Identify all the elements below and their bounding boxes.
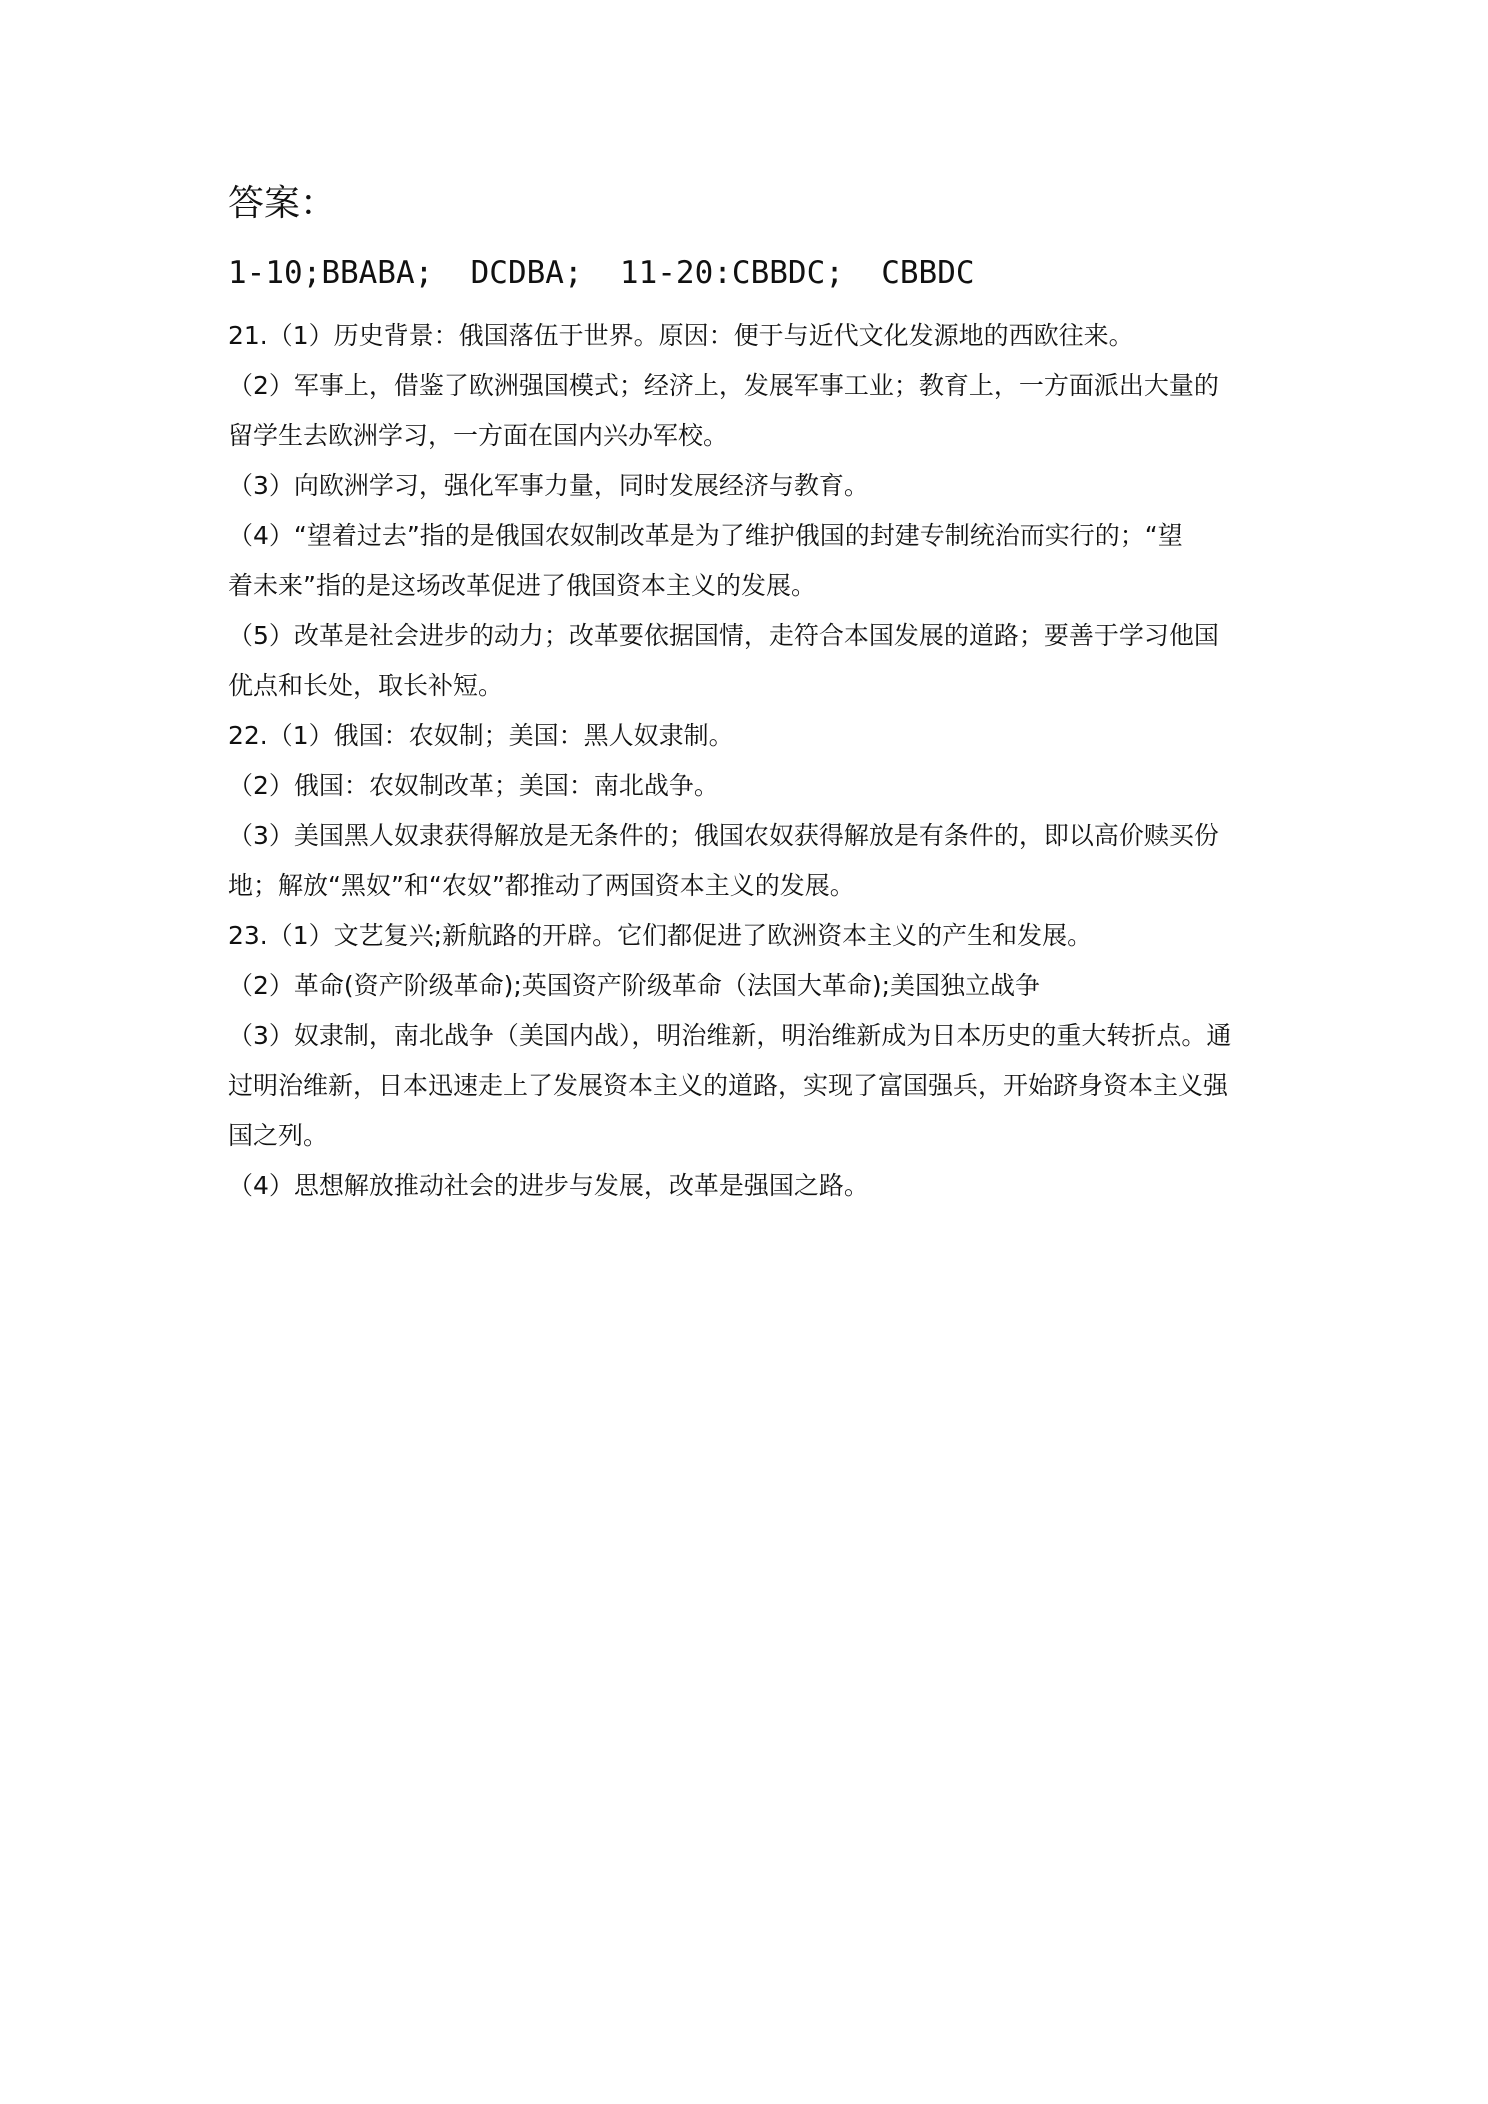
- answer-23-3-part3: 国之列。: [228, 1121, 329, 1150]
- answer-23-1: 23.（1）文艺复兴;新航路的开辟。它们都促进了欧洲资本主义的产生和发展。: [228, 921, 1093, 950]
- answer-21-5-part2: 优点和长处，取长补短。: [228, 671, 504, 700]
- answer-22-3-part2: 地；解放“黑奴”和“农奴”都推动了两国资本主义的发展。: [228, 871, 855, 900]
- answer-23-3-part1: （3）奴隶制，南北战争（美国内战），明治维新，明治维新成为日本历史的重大转折点。通: [228, 1021, 1232, 1050]
- answer-21-3: （3）向欧洲学习，强化军事力量，同时发展经济与教育。: [228, 471, 869, 500]
- answer-21-5-part1: （5）改革是社会进步的动力；改革要依据国情，走符合本国发展的道路；要善于学习他国: [228, 621, 1219, 650]
- answer-21-4-part2: 着未来”指的是这场改革促进了俄国资本主义的发展。: [228, 571, 816, 600]
- multiple-choice-answers: 1-10;BBABA; DCDBA; 11-20:CBBDC; CBBDC: [228, 255, 975, 291]
- answer-22-1: 22.（1）俄国：农奴制；美国：黑人奴隶制。: [228, 721, 734, 750]
- answer-22-2: （2）俄国：农奴制改革；美国：南北战争。: [228, 771, 719, 800]
- answer-heading: 答案：: [228, 183, 337, 224]
- answer-21-2-part1: （2）军事上，借鉴了欧洲强国模式；经济上，发展军事工业；教育上，一方面派出大量的: [228, 371, 1219, 400]
- answer-21-4-part1: （4）“望着过去”指的是俄国农奴制改革是为了维护俄国的封建专制统治而实行的；“望: [228, 521, 1183, 550]
- answer-23-3-part2: 过明治维新，日本迅速走上了发展资本主义的道路，实现了富国强兵，开始跻身资本主义强: [228, 1071, 1229, 1100]
- answer-21-1: 21.（1）历史背景：俄国落伍于世界。原因：便于与近代文化发源地的西欧往来。: [228, 321, 1134, 350]
- answer-22-3-part1: （3）美国黑人奴隶获得解放是无条件的；俄国农奴获得解放是有条件的，即以高价赎买份: [228, 821, 1219, 850]
- answer-21-2-part2: 留学生去欧洲学习，一方面在国内兴办军校。: [228, 421, 729, 450]
- answer-23-2: （2）革命(资产阶级革命);英国资产阶级革命（法国大革命);美国独立战争: [228, 971, 1041, 1000]
- answer-23-4: （4）思想解放推动社会的进步与发展，改革是强国之路。: [228, 1171, 869, 1200]
